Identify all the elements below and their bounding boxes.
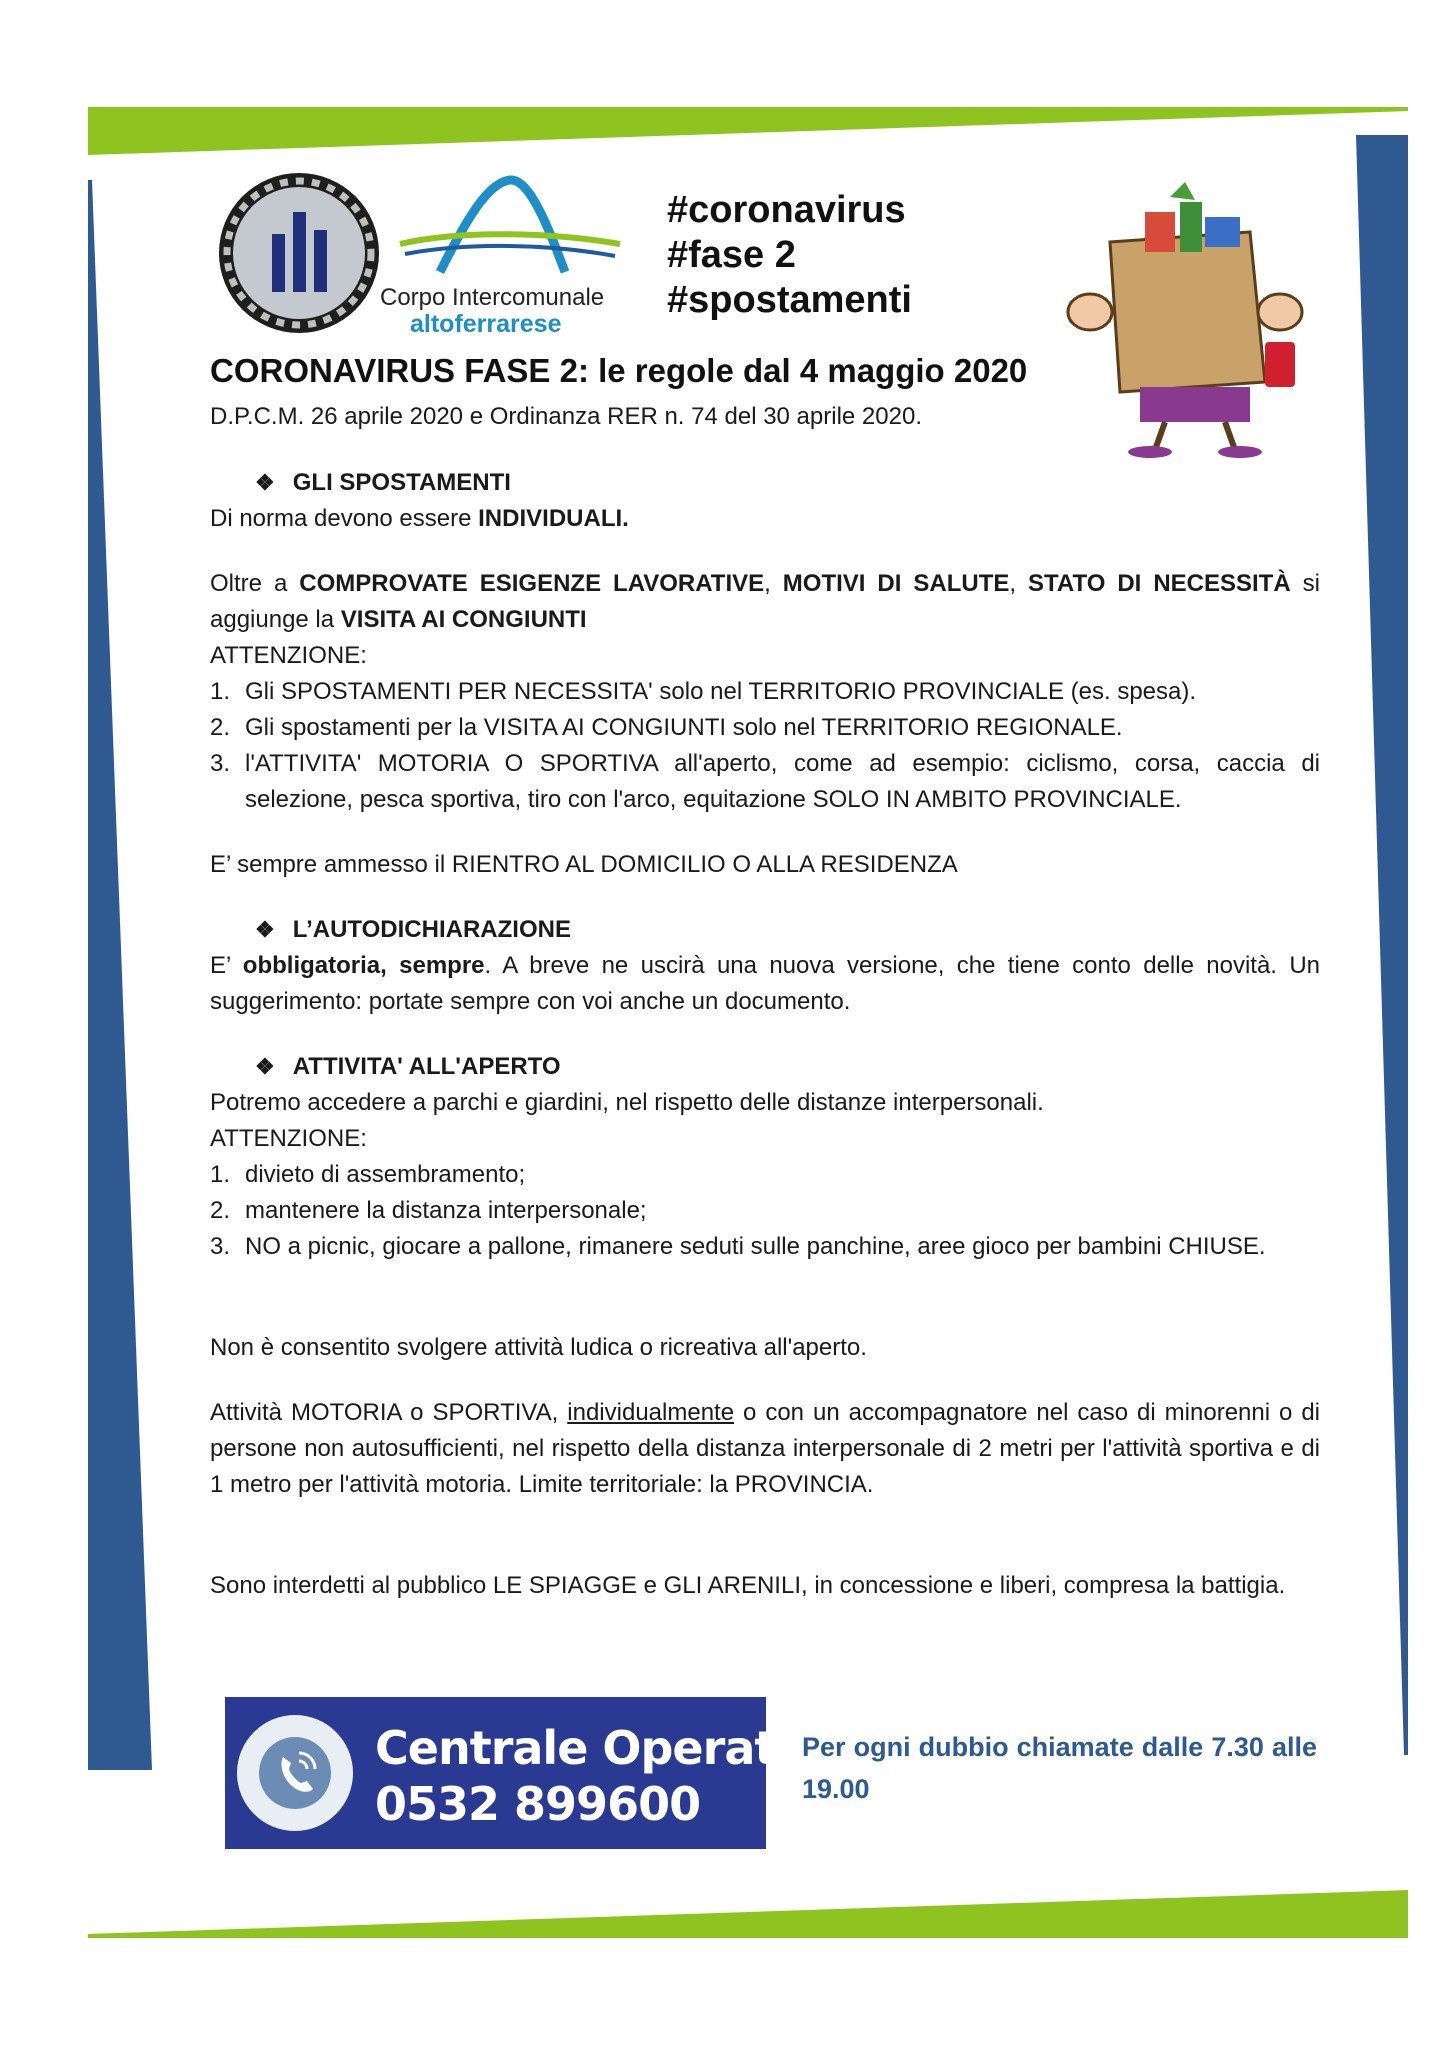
paragraph-ludica: Non è consentito svolgere attività ludica o ricreativa all'aperto. <box>210 1334 867 1361</box>
list-item <box>210 1193 1320 1229</box>
text-span: E’ <box>210 952 243 979</box>
text-span: Attività MOTORIA o SPORTIVA, <box>210 1399 568 1426</box>
underlined-span: individualmente <box>567 1399 735 1426</box>
text-span: Oltre a <box>210 570 300 597</box>
section-heading-spostamenti <box>255 465 511 501</box>
phone-number: 0532 899600 <box>375 1777 701 1831</box>
bold-span: COMPROVATE ESIGENZE LAVORATIVE <box>299 570 765 597</box>
section-heading-label: L’AUTODICHIARAZIONE <box>292 916 571 943</box>
list-item <box>210 710 1320 746</box>
list-text: Gli spostamenti per la VISITA AI CONGIUNTI solo nel TERRITORIO REGIONALE. <box>245 714 1123 741</box>
text-span: si aggiunge la <box>210 570 1320 633</box>
list-number: 2. <box>210 714 231 741</box>
hashtags <box>667 188 912 323</box>
paragraph-individuali <box>210 501 1320 537</box>
text-span: , <box>1009 570 1029 597</box>
diamond-bullet-icon: ❖ <box>255 1054 275 1079</box>
list-text: l'ATTIVITA' MOTORIA O SPORTIVA all'aperto, come ad esempio: ciclismo, corsa, caccia di selezione, pesca sportiva, tiro con l'arco, equitazione SOLO IN AMBITO PROVINCIALE. <box>245 750 1320 813</box>
hashtag-coronavirus: #coronavirus <box>667 189 906 231</box>
spostamenti-list <box>210 674 1320 818</box>
list-number: 3. <box>210 1233 231 1260</box>
bold-span: MOTIVI DI SALUTE <box>782 570 1010 597</box>
list-number: 3. <box>210 750 231 777</box>
bold-span: STATO DI NECESSITÀ <box>1028 570 1291 597</box>
list-text: NO a picnic, giocare a pallone, rimanere seduti sulle panchine, aree gioco per bambini CHIUSE. <box>245 1233 1266 1260</box>
section-heading-autodichiarazione <box>255 912 571 948</box>
paragraph-sportiva <box>210 1395 1320 1503</box>
page-title: CORONAVIRUS FASE 2: le regole dal 4 maggio 2020 <box>210 352 1028 389</box>
bottom-green-band <box>88 1890 1408 1938</box>
list-item <box>210 1229 1320 1265</box>
paragraph-esigenze <box>210 566 1320 638</box>
list-text: Gli SPOSTAMENTI PER NECESSITA' solo nel TERRITORIO PROVINCIALE (es. spesa). <box>245 678 1197 705</box>
contact-hours-callout: Per ogni dubbio chiamate dalle 7.30 alle 19.00 <box>802 1732 1317 1804</box>
text-span: , <box>764 570 783 597</box>
list-number: 1. <box>210 678 231 705</box>
police-emblem-logo <box>218 172 380 334</box>
list-number: 2. <box>210 1197 231 1224</box>
list-text: divieto di assembramento; <box>245 1161 526 1188</box>
aperto-list <box>210 1157 1320 1265</box>
top-green-band <box>88 107 1408 155</box>
list-item <box>210 674 1320 710</box>
phone-icon <box>237 1715 353 1831</box>
left-blue-bar <box>88 180 152 1780</box>
list-item <box>210 746 1320 818</box>
paragraph-spiagge: Sono interdetti al pubblico LE SPIAGGE e GLI ARENILI, in concessione e liberi, compresa la battigia. <box>210 1572 1286 1599</box>
logo-text-line2: altoferrarese <box>410 310 562 338</box>
list-item <box>210 1157 1320 1193</box>
phone-handset-icon <box>259 1737 331 1809</box>
list-text: mantenere la distanza interpersonale; <box>245 1197 647 1224</box>
shopping-bags-cartoon-image <box>1050 182 1328 460</box>
hashtag-spostamenti: #spostamenti <box>667 279 912 321</box>
paragraph-autodichiarazione <box>210 948 1320 1020</box>
bold-span: obbligatoria, sempre <box>242 952 485 979</box>
corpo-intercomunale-logo <box>380 172 630 338</box>
right-blue-bar <box>1356 135 1420 1755</box>
paragraph-rientro: E’ sempre ammesso il RIENTRO AL DOMICILIO O ALLA RESIDENZA <box>210 851 958 878</box>
diamond-bullet-icon: ❖ <box>255 917 275 942</box>
text-span: o con un accompagnatore nel caso di minorenni o di persone non autosufficienti, nel rispetto della distanza interpersonale di 2 metri per l'attività sportiva e di 1 metro per l'attività motoria. Limite territoriale: la PROVINCIA. <box>210 1399 1321 1498</box>
diamond-bullet-icon: ❖ <box>255 470 275 495</box>
attention-label-2: ATTENZIONE: <box>210 1125 367 1152</box>
bold-span: INDIVIDUALI. <box>478 505 629 532</box>
logo-text-line1: Corpo Intercomunale <box>380 284 605 311</box>
paragraph-parchi: Potremo accedere a parchi e giardini, nel rispetto delle distanze interpersonali. <box>210 1089 1044 1116</box>
centrale-operativa-banner <box>225 1697 850 1849</box>
section-heading-attivita-aperto <box>255 1049 561 1085</box>
phone-icon-inner <box>259 1737 331 1809</box>
bold-span: VISITA AI CONGIUNTI <box>340 606 587 633</box>
section-heading-label: ATTIVITA' ALL'APERTO <box>292 1053 561 1080</box>
hashtag-fase2: #fase 2 <box>667 234 796 276</box>
section-heading-label: GLI SPOSTAMENTI <box>292 469 511 496</box>
text-span: Di norma devono essere <box>210 505 479 532</box>
attention-label: ATTENZIONE: <box>210 642 367 669</box>
centrale-operativa-label: Centrale Operativa <box>375 1721 850 1775</box>
page-subtitle: D.P.C.M. 26 aprile 2020 e Ordinanza RER n. 74 del 30 aprile 2020. <box>210 403 922 430</box>
stylized-a-icon <box>380 172 630 284</box>
list-number: 1. <box>210 1161 231 1188</box>
text-span: . A breve ne uscirà una nuova versione, che tiene conto delle novità. Un suggerimento: portate sempre con voi anche un documento. <box>210 952 1320 1015</box>
